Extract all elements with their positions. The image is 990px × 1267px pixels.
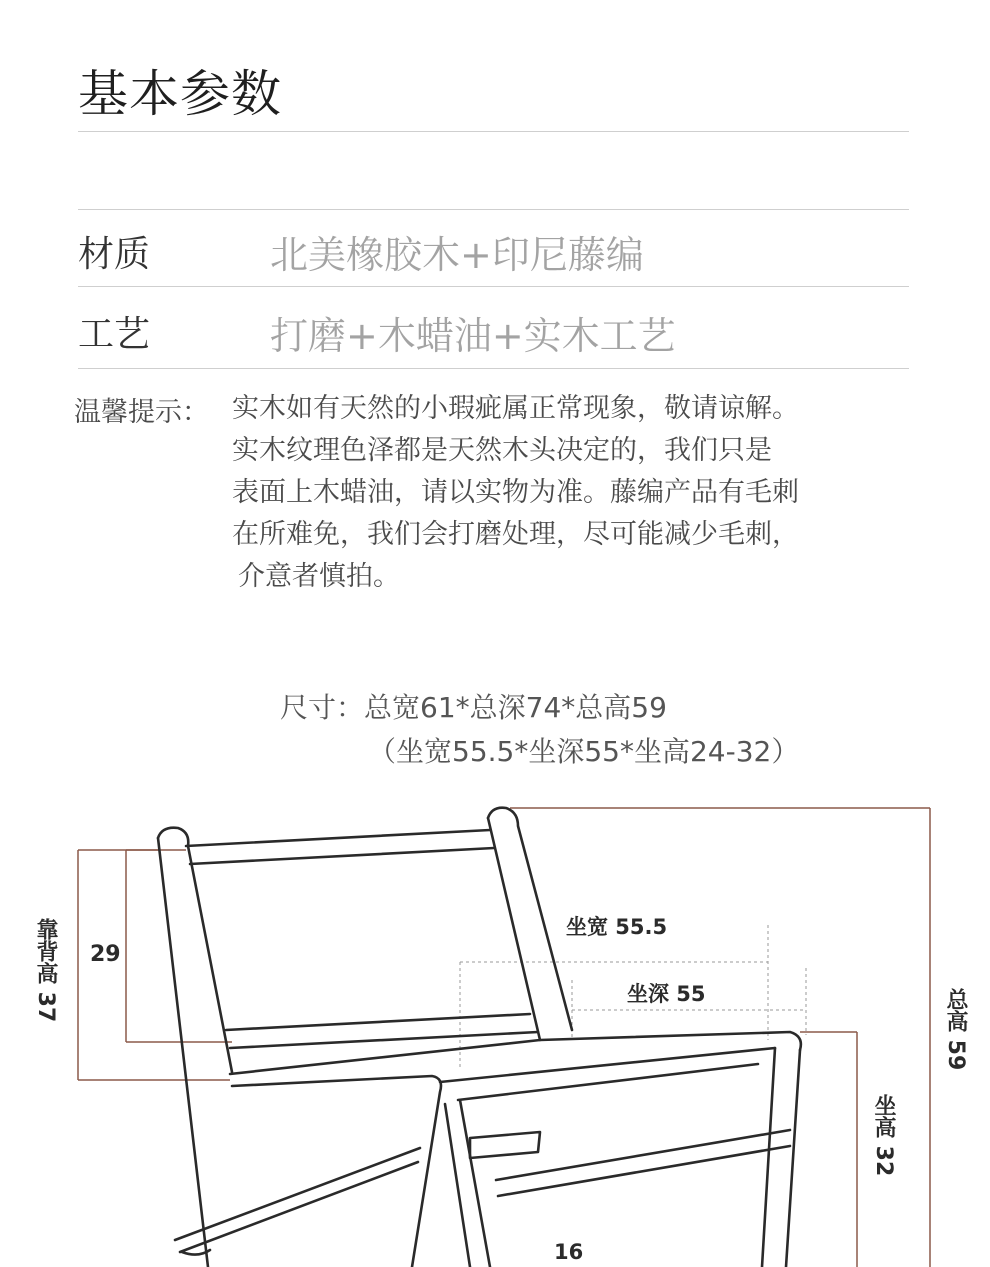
chair-dimension-diagram — [0, 790, 990, 1267]
bottom-16-label: 16 — [554, 1240, 584, 1264]
seat-width-label: 坐宽 55.5 — [566, 915, 668, 939]
spec-label-craft: 工艺 — [78, 314, 151, 355]
note-line: 表面上木蜡油，请以实物为准。藤编产品有毛刺 — [232, 477, 799, 508]
spec-divider-middle — [78, 286, 909, 287]
seat-depth-label: 坐深 55 — [627, 982, 706, 1006]
spec-divider-top — [78, 209, 909, 210]
note-label: 温馨提示： — [74, 397, 209, 428]
spec-divider-bottom — [78, 368, 909, 369]
spec-value-material: 北美橡胶木+印尼藤编 — [270, 233, 644, 277]
seat-height-label: 坐高 32 — [871, 1094, 896, 1177]
page-title: 基本参数 — [78, 65, 282, 123]
note-line: 实木纹理色泽都是天然木头决定的，我们只是 — [232, 435, 772, 466]
size-total: 尺寸：总宽61*总深74*总高59 — [280, 691, 667, 724]
chair-outline — [158, 808, 801, 1267]
note-text — [232, 388, 922, 598]
note-line: 介意者慎拍。 — [238, 561, 400, 592]
title-divider — [78, 131, 909, 132]
spec-label-material: 材质 — [78, 234, 151, 275]
note-line: 在所难免，我们会打磨处理，尽可能减少毛刺， — [232, 519, 799, 550]
note-line: 实木如有天然的小瑕疵属正常现象，敬请谅解。 — [232, 393, 799, 424]
spec-value-craft: 打磨+木蜡油+实木工艺 — [270, 314, 676, 358]
backrest-height-label: 靠背高 37 — [33, 918, 58, 1023]
back-29-label: 29 — [90, 942, 121, 967]
size-seat: （坐宽55.5*坐深55*坐高24-32） — [368, 735, 800, 768]
total-height-label: 总高 59 — [943, 988, 968, 1071]
dimension-lines — [78, 808, 930, 1267]
